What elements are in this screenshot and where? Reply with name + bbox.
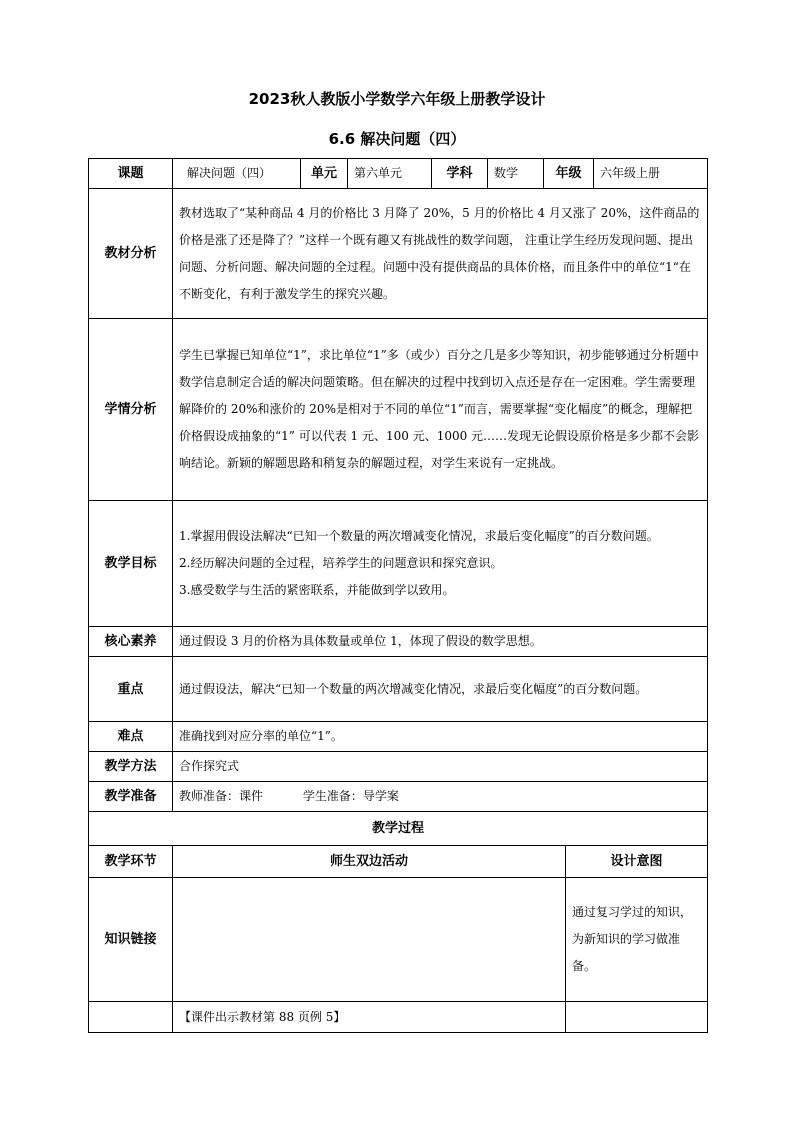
teaching-goals-row xyxy=(89,501,708,627)
difficulty-text: 准确找到对应分率的单位“1”。 xyxy=(173,722,708,752)
process-title: 教学过程 xyxy=(89,812,708,846)
topic-value: 解决问题（四） xyxy=(173,159,301,189)
unit-value: 第六单元 xyxy=(348,159,432,189)
student-analysis-label: 学情分析 xyxy=(89,319,173,501)
key-point-row xyxy=(89,657,708,722)
grade-value: 六年级上册 xyxy=(594,159,708,189)
unit-label: 单元 xyxy=(301,159,348,189)
activity-cell: 【课件出示教材第 88 页例 5】 xyxy=(173,1002,566,1033)
intent-cell xyxy=(566,1002,708,1033)
goal-item: 2.经历解决问题的全过程，培养学生的问题意识和探究意识。 xyxy=(179,556,503,570)
preparation-row xyxy=(89,782,708,812)
method-row xyxy=(89,752,708,782)
method-label: 教学方法 xyxy=(89,752,173,782)
subject-label: 学科 xyxy=(432,159,488,189)
activity-column-header: 师生双边活动 xyxy=(173,846,566,878)
topic-label: 课题 xyxy=(89,159,173,189)
preparation-label: 教学准备 xyxy=(89,782,173,812)
method-text: 合作探究式 xyxy=(173,752,708,782)
stage-column-header: 教学环节 xyxy=(89,846,173,878)
document-title: 2023秋人教版小学数学六年级上册教学设计 xyxy=(248,90,546,108)
teaching-goals-list xyxy=(173,501,708,627)
lesson-title: 6.6 解决问题（四） xyxy=(328,130,466,148)
process-title-row xyxy=(89,812,708,846)
preparation-text: 教师准备：课件 学生准备：导学案 xyxy=(173,782,708,812)
textbook-analysis-row xyxy=(89,189,708,319)
process-header-row xyxy=(89,846,708,878)
stage-cell: 知识链接 xyxy=(89,878,173,1002)
student-analysis-text: 学生已掌握已知单位“1”，求比单位“1”多（或少）百分之几是多少等知识，初步能够通过分析题中数学信息制定合适的解决问题策略。但在解决的过程中找到切入点还是存在一定困难。学生需要理解降价的 20%和涨价的 20%是相对于不同的单位“1”而言，需要掌握“变化幅度”的概念，理解把价格假设成抽象的“1” 可以代表 1 元、100 元、1000 元……发现无论假设原价格是多少都不会影响结论。新颖的解题思路和稍复杂的解题过程，对学生来说有一定挑战。 xyxy=(173,319,708,501)
key-point-text: 通过假设法，解决“已知一个数量的两次增减变化情况，求最后变化幅度”的百分数问题。 xyxy=(173,657,708,722)
goal-item: 1.掌握用假设法解决“已知一个数量的两次增减变化情况，求最后变化幅度”的百分数问题。 xyxy=(179,529,659,543)
key-point-label: 重点 xyxy=(89,657,173,722)
lesson-plan-table xyxy=(88,158,708,1033)
intent-column-header: 设计意图 xyxy=(566,846,708,878)
stage-cell xyxy=(89,1002,173,1033)
teaching-goals-label: 教学目标 xyxy=(89,501,173,627)
textbook-analysis-text: 教材选取了“某种商品 4 月的价格比 3 月降了 20%，5 月的价格比 4 月又涨了 20%，这件商品的价格是涨了还是降了？”这样一个既有趣又有挑战性的数学问题， 注重让学生经历发现问题、提出问题、分析问题、解决问题的全过程。问题中没有提供商品的具体价格，而且条件中的单位“1“在不断变化，有利于激发学生的探究兴趣。 xyxy=(173,189,708,319)
subject-value: 数学 xyxy=(488,159,544,189)
process-row xyxy=(89,878,708,1002)
core-literacy-text: 通过假设 3 月的价格为具体数量或单位 1，体现了假设的数学思想。 xyxy=(173,627,708,657)
core-literacy-label: 核心素养 xyxy=(89,627,173,657)
intent-cell: 通过复习学过的知识，为新知识的学习做准备。 xyxy=(566,878,708,1002)
student-analysis-row xyxy=(89,319,708,501)
process-row xyxy=(89,1002,708,1033)
core-literacy-row xyxy=(89,627,708,657)
header-row xyxy=(89,159,708,189)
goal-item: 3.感受数学与生活的紧密联系，并能做到学以致用。 xyxy=(179,583,455,597)
difficulty-label: 难点 xyxy=(89,722,173,752)
difficulty-row xyxy=(89,722,708,752)
activity-cell xyxy=(173,878,566,1002)
grade-label: 年级 xyxy=(544,159,594,189)
textbook-analysis-label: 教材分析 xyxy=(89,189,173,319)
